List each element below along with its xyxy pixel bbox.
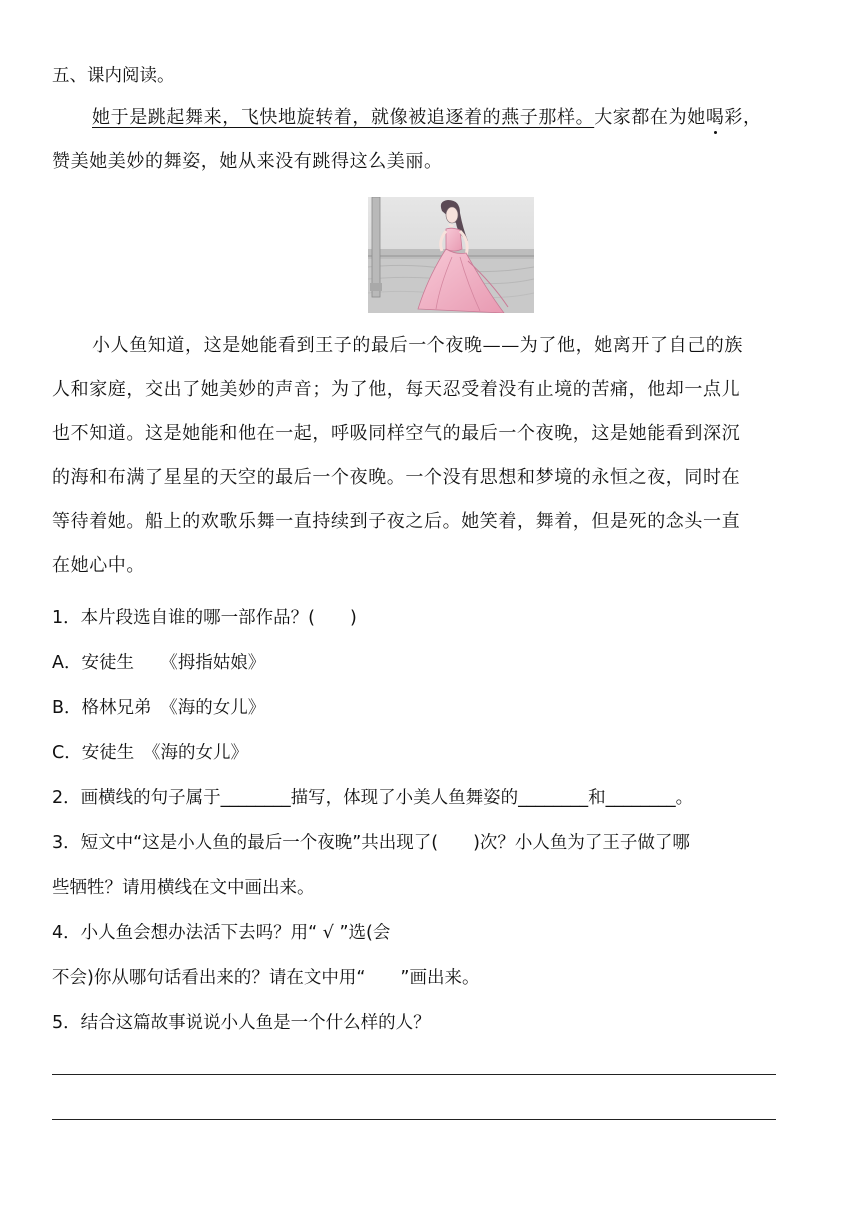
passage-2-line-1: 小人鱼知道，这是她能看到王子的最后一个夜晚——为了他，她离开了自己的族 [92, 335, 743, 356]
question-4-line-1: 4．小人鱼会想办法活下去吗？用“ √ ”选(会 [52, 923, 391, 943]
q1-option-b: B．格林兄弟 《海的女儿》 [52, 698, 266, 718]
question-5: 5．结合这篇故事说说小人鱼是一个什么样的人？ [52, 1013, 431, 1033]
passage-2-line-3: 也不知道。这是她能和他在一起，呼吸同样空气的最后一个夜晚，这是她能看到深沉 [52, 423, 741, 444]
passage-2-line-4: 的海和布满了星星的天空的最后一个夜晚。一个没有思想和梦境的永恒之夜，同时在 [52, 467, 741, 488]
passage-1-rest-end: 彩， [724, 107, 762, 128]
passage-1-rest: 大家都在为她 [594, 107, 706, 128]
passage-1-line-1 [52, 96, 808, 140]
passage-1 [52, 96, 808, 184]
q1-option-a: A．安徒生 《拇指姑娘》 [52, 653, 266, 673]
passage-2-line-6: 在她心中。 [52, 555, 145, 576]
passage-2 [52, 324, 808, 588]
answer-line-1[interactable] [52, 1074, 776, 1075]
emphasis-dot-char: 喝 [706, 96, 725, 140]
section-title: 五、课内阅读。 [52, 66, 175, 86]
passage-1-line-2: 赞美她美妙的舞姿，她从来没有跳得这么美丽。 [52, 151, 443, 172]
question-2: 2．画横线的句子属于________描写，体现了小美人鱼舞姿的________和________。 [52, 788, 694, 808]
passage-2-line-5: 等待着她。船上的欢歌乐舞一直持续到子夜之后。她笑着，舞着，但是死的念头一直 [52, 511, 741, 532]
question-1: 1．本片段选自谁的哪一部作品？( ) [52, 608, 357, 628]
question-3-line-2: 些牺牲？请用横线在文中画出来。 [52, 878, 315, 898]
underlined-sentence: 她于是跳起舞来，飞快地旋转着，就像被追逐着的燕子那样。 [92, 107, 595, 128]
passage-2-line-2: 人和家庭，交出了她美妙的声音；为了他，每天忍受着没有止境的苦痛，他却一点儿 [52, 379, 741, 400]
question-3-line-1: 3．短文中“这是小人鱼的最后一个夜晚”共出现了( )次？小人鱼为了王子做了哪 [52, 833, 690, 853]
question-4-line-2: 不会)你从哪句话看出来的？请在文中用“ ”画出来。 [52, 968, 480, 988]
answer-line-2[interactable] [52, 1119, 776, 1120]
q1-option-c: C．安徒生 《海的女儿》 [52, 743, 248, 763]
mermaid-princess-dancing-icon [368, 197, 534, 313]
